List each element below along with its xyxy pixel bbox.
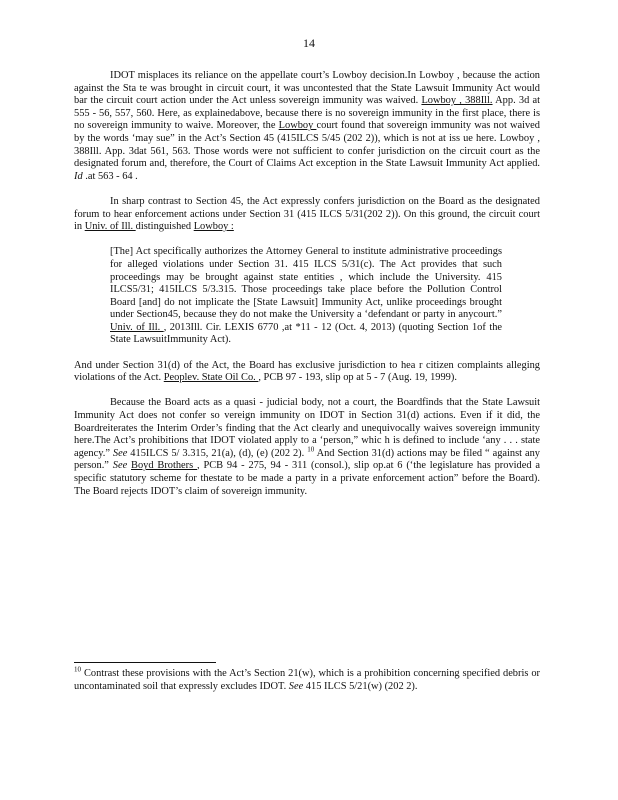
paragraph-quasi-judicial — [74, 397, 540, 498]
text-run: 415ILCS 5/ 3.315, 21(a), (d), (e) (202 2). — [127, 447, 308, 459]
footnote-divider — [74, 662, 216, 663]
text-run: In sharp contrast to Section 45, the Act expressly confers jurisdiction on the Board as the designated forum to hear enforcement actions under Section 31 (415 ILCS 5/31(202 2)). On this ground, the circuit court in — [74, 195, 540, 233]
case-citation: Boyd Brothers — [131, 460, 198, 472]
text-run: , PCB 94 - 275, 94 - 311 (consol.), slip op.at 6 (‘the legislature has provided a specific statutory scheme for thestate to be made a party in a private enforcement action” before the Board). The Board rejects IDOT’s claim of sovereign immunity. — [74, 460, 540, 497]
see-signal: See — [288, 680, 304, 692]
see-signal: See — [112, 447, 128, 459]
text-run: .at 563 - 64 . — [82, 170, 138, 182]
id-signal: Id — [74, 170, 83, 182]
page-number: 14 — [303, 36, 315, 50]
paragraph-lowboy — [74, 70, 540, 183]
see-signal: See — [112, 460, 128, 472]
text-run: And Section 31(d) actions may be filed “ against any person.” — [74, 447, 540, 472]
footnote-reference: 10 — [307, 445, 315, 454]
footnote — [74, 665, 540, 693]
case-citation: Peoplev. State Oil Co. — [163, 372, 259, 384]
text-run: , 2013Ill. Cir. LEXIS 6770 ,at *11 - 12 (Oct. 4, 2013) (quoting Section 1of the State LawsuitImmunity Act). — [110, 321, 503, 346]
paragraph-section-31d — [74, 360, 540, 385]
text-run: , PCB 97 - 193, slip op at 5 - 7 (Aug. 19, 1999). — [258, 372, 457, 384]
case-citation: Univ. of Ill. — [84, 221, 136, 233]
block-quote — [110, 246, 502, 347]
body-text — [74, 70, 540, 511]
paragraph-section-45 — [74, 196, 540, 234]
text-run: [The] Act specifically authorizes the Attorney General to institute administrative proceedings for alleged violations under Section 31. 415 ILCS 5/31(c). The Act provides that such proceedings may be brought against state entities , which include the University. 415 ILCS5/31; 415ILCS 5/3.315. Those proceedings take place before the Pollution Control Board [and] do not implicate the [State Lawsuit] Immunity Act, unlike proceedings brought under Section45, because they do not make the University a ‘defendant or party in anycourt.” — [110, 246, 502, 321]
text-run: IDOT misplaces its reliance on the appellate court’s Lowboy decision.In Lowboy , because the action against the Sta te was brought in circuit court, it was uncontested that the State Lawsuit Immunity Act would bar the circuit court action under the Act unless sovereign immunity was waived. — [74, 70, 540, 107]
case-citation: Lowboy : — [193, 221, 234, 233]
text-run: 415 ILCS 5/21(w) (202 2). — [303, 680, 418, 692]
case-citation: Univ. of Ill. — [110, 321, 164, 333]
text-run: App. 3d at 555 - 56, 557, 560. Here, as explainedabove, because there is no sovereign immunity in the first place, there is no sovereign immunity to waive. Moreover, the — [74, 95, 540, 132]
text-run: Because the Board acts as a quasi - judicial body, not a court, the Boardfinds that the State Lawsuit Immunity Act does not confer so vereign immunity on IDOT in Section 31(d) actions. Even if it did, the Boardreiterates the Interim Order’s finding that the Act clearly and unequivocally waives sovereign immunity here.The Act’s prohibitions that IDOT violated apply to a ‘person,” whic h is defined to include ‘any . . . state agency.” — [74, 397, 540, 459]
text-run: Contrast these provisions with the Act’s Section 21(w), which is a prohibition concerning specified debris or uncontaminated soil that expressly excludes IDOT. — [74, 668, 540, 692]
text-run: court found that sovereign immunity was not waived by the words ‘may sue” in the Act’s Section 45 (415ILCS 5/45 (202 2)), which is not at iss ue here. Lowboy , 388Ill. App. 3dat 561, 563. Those words were not sufficient to confer jurisdiction on the circuit court as the designated forum and, therefore, the Court of Claims Act exception in the State Lawsuit Immunity Act applied. — [74, 120, 540, 170]
case-citation: Lowboy — [278, 120, 317, 132]
footnote-marker: 10 — [74, 665, 81, 674]
text-run: distinguished — [135, 221, 194, 233]
text-run: And under Section 31(d) of the Act, the Board has exclusive jurisdiction to hea r citizen complaints alleging violations of the Act. — [74, 359, 540, 384]
case-citation: Lowboy , 388Ill. — [421, 95, 493, 107]
footnote-text — [74, 665, 540, 693]
